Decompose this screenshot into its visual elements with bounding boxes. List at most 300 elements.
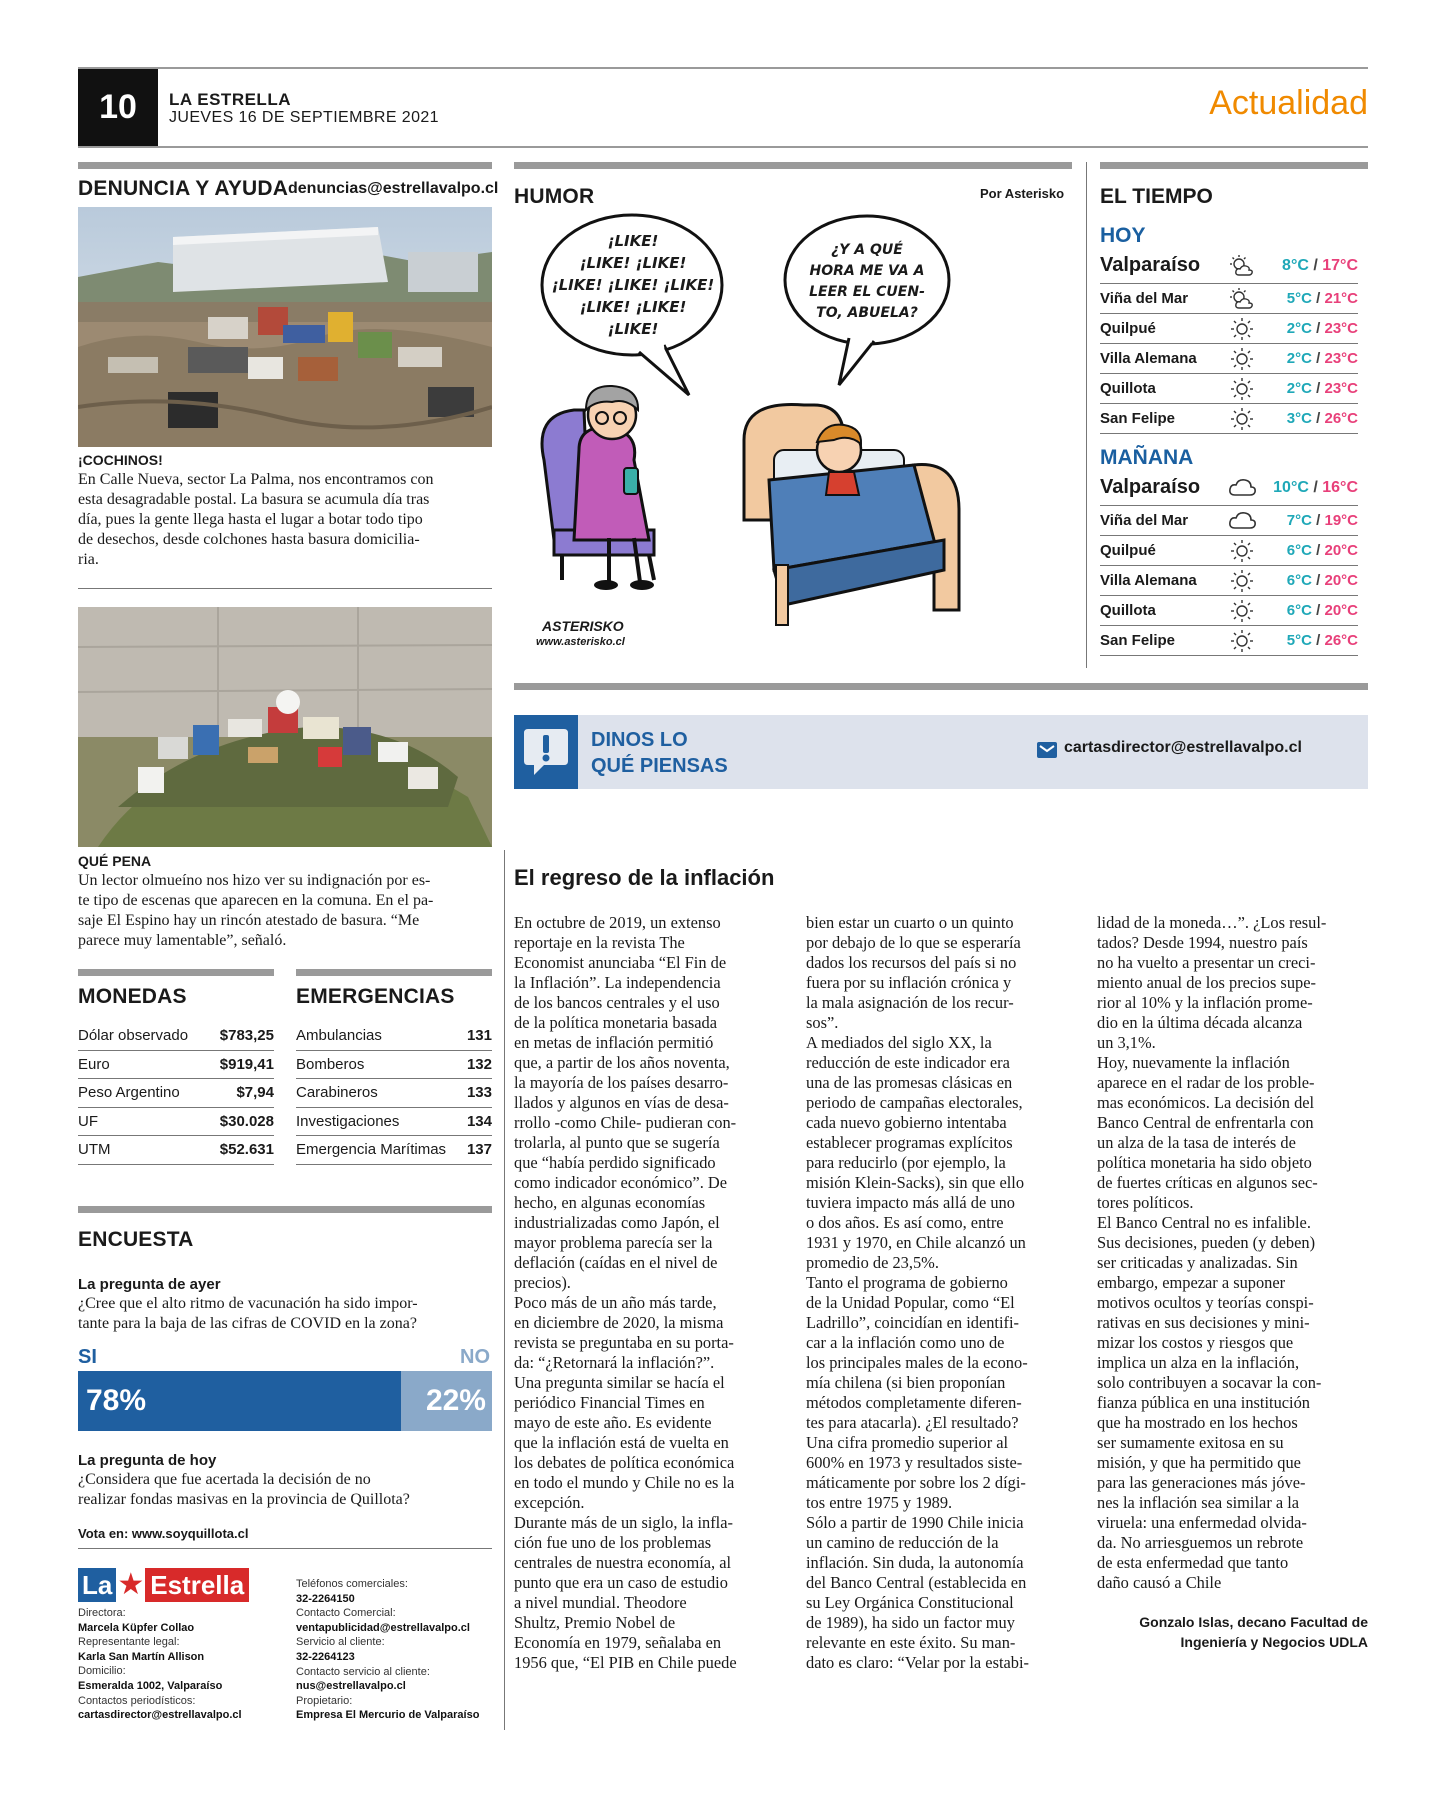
article-line: miento anual de los precios supe-	[1097, 973, 1316, 992]
article-line: un camino de reducción de la	[806, 1533, 999, 1552]
article-line: Hoy, nuevamente la inflación	[1097, 1053, 1290, 1072]
sun-icon	[1220, 406, 1264, 432]
banner-title-line: DINOS LO	[591, 729, 688, 751]
credit-value: Marcela Küpfer Collao	[78, 1621, 195, 1634]
article-line: ser criticadas y analizadas. Sin	[1097, 1253, 1298, 1272]
temp-min: 10°C	[1273, 478, 1309, 496]
weather-temps	[1282, 257, 1358, 275]
star-icon: ★	[117, 1568, 145, 1601]
weather-temps	[1287, 512, 1358, 529]
article-line: industrializadas como Japón, el	[514, 1213, 720, 1232]
caption-line: saje El Espino hay un rincón atestado de basura. “Me	[78, 912, 420, 929]
cloud-icon	[1220, 475, 1264, 501]
temp-max: 21°C	[1324, 290, 1358, 307]
article-line: solo contribuyen a socavar la con-	[1097, 1373, 1322, 1392]
article-line: rrollo -como Chile- pudieran con-	[514, 1113, 737, 1132]
service-phone[interactable]: 132	[466, 1055, 492, 1073]
caption-line: Un lector olmueíno nos hizo ver su indignación por es-	[78, 872, 431, 889]
article-line: dio en la última década alcanza	[1097, 1013, 1303, 1032]
emergencias-table	[296, 1022, 492, 1165]
article-line: la mayoría de los países desarro-	[514, 1073, 729, 1092]
temp-max: 26°C	[1324, 632, 1358, 649]
article-line: mayo de este año. Es evidente	[514, 1413, 712, 1432]
section-bar	[78, 162, 492, 169]
poll-no-segment: 22%	[401, 1371, 492, 1431]
weather-temps	[1287, 380, 1358, 397]
partly-sunny-icon	[1220, 253, 1264, 279]
article-line: A mediados del siglo XX, la	[806, 1033, 992, 1052]
weather-tomorrow-label: MAÑANA	[1100, 446, 1194, 469]
credit-value: Empresa El Mercurio de Valparaíso	[296, 1709, 480, 1722]
temp-separator: /	[1311, 380, 1325, 397]
service-phone[interactable]: 137	[466, 1141, 492, 1159]
temp-min: 5°C	[1286, 632, 1312, 649]
temp-min: 2°C	[1286, 350, 1312, 367]
article-line: de los bancos centrales y el uso	[514, 993, 720, 1012]
article-line: aparece en el radar de los proble-	[1097, 1073, 1315, 1092]
service-name: Ambulancias	[296, 1027, 382, 1045]
temp-min: 2°C	[1286, 380, 1312, 397]
article-line: Una pregunta similar se hacía el	[514, 1373, 725, 1392]
article-line: 1956 que, “El PIB en Chile puede	[514, 1653, 737, 1672]
weather-temps	[1287, 290, 1358, 307]
article-line: En octubre de 2019, un extenso	[514, 913, 721, 932]
weather-row	[1100, 284, 1358, 314]
temp-min: 5°C	[1286, 290, 1312, 307]
article-line: precios).	[514, 1273, 571, 1292]
article-line: Durante más de un siglo, la infla-	[514, 1513, 733, 1532]
article-title: El regreso de la inflación	[514, 865, 775, 890]
weather-temps	[1287, 410, 1358, 427]
estrella-logo	[78, 1568, 273, 1602]
article-line: por debajo de lo que se esperaría	[806, 933, 1021, 952]
article-line: hecho, en algunas economías	[514, 1193, 706, 1212]
weather-temps	[1287, 602, 1358, 619]
temp-max: 23°C	[1324, 320, 1358, 337]
article-line: Ladrillo”, coincidían en identifi-	[806, 1313, 1019, 1332]
poll-today-question	[78, 1470, 498, 1510]
weather-temps	[1273, 479, 1358, 497]
article-line: lidad de la moneda…”. ¿Los resul-	[1097, 913, 1327, 932]
credit-label: Contacto Comercial:	[296, 1607, 396, 1620]
weather-city: Quillota	[1100, 602, 1156, 619]
table-row	[78, 1051, 274, 1080]
credit-label: Servicio al cliente:	[296, 1636, 385, 1649]
currency-value: $783,25	[219, 1027, 274, 1045]
credit-value: 32-2264123	[296, 1650, 355, 1663]
article-line: los debates de política económica	[514, 1453, 735, 1472]
credit-value[interactable]: cartasdirector@estrellavalpo.cl	[78, 1709, 242, 1722]
article-line: como indicador económico”. De	[514, 1173, 727, 1192]
article-line: Sólo a partir de 1990 Chile inicia	[806, 1513, 1024, 1532]
weather-temps	[1287, 350, 1358, 367]
article-line: mas económicos. La decisión del	[1097, 1093, 1315, 1112]
poll-vote-link[interactable]: Vota en: www.soyquillota.cl	[78, 1526, 249, 1541]
section-name: Actualidad	[1209, 84, 1368, 122]
temp-min: 7°C	[1286, 512, 1312, 529]
article-line: dados los recursos del país si no	[806, 953, 1017, 972]
emergencias-title: EMERGENCIAS	[296, 985, 455, 1008]
article-line: Shultz, Premio Nobel de	[514, 1613, 676, 1632]
cloud-icon	[1220, 508, 1264, 534]
service-name: Emergencia Marítimas	[296, 1141, 447, 1159]
sun-icon	[1220, 628, 1264, 654]
article-line: que ha mostrado en los hechos	[1097, 1413, 1298, 1432]
article-line: 1931 y 1970, en Chile alcanzó un	[806, 1233, 1026, 1252]
page-number: 10	[78, 69, 158, 146]
section-bar	[78, 969, 274, 976]
article-line: dato es claro: “Velar por la estabi-	[806, 1653, 1029, 1672]
credit-label: Contacto servicio al cliente:	[296, 1665, 430, 1678]
cartoon-site[interactable]: www.asterisko.cl	[536, 636, 625, 648]
column-rule	[504, 850, 505, 1730]
weather-row	[1100, 314, 1358, 344]
temp-min: 6°C	[1286, 542, 1312, 559]
humor-title: HUMOR	[514, 185, 595, 208]
section-bar	[296, 969, 492, 976]
weather-temps	[1287, 632, 1358, 649]
currency-name: UTM	[78, 1141, 111, 1159]
humor-cartoon	[514, 210, 1072, 670]
article-line: mizar los costos y riesgos que	[1097, 1333, 1294, 1352]
article-line: tos entre 1975 y 1989.	[806, 1493, 953, 1512]
table-row	[78, 1022, 274, 1051]
poll-result-bar	[78, 1371, 492, 1431]
poll-yes-label: SI	[78, 1346, 97, 1368]
credit-label: Propietario:	[296, 1694, 353, 1707]
bubble-line: ¿Y A QUÉ	[831, 242, 903, 258]
article-line: Economía en 1979, señalaba en	[514, 1633, 722, 1652]
temp-min: 3°C	[1286, 410, 1312, 427]
service-phone[interactable]: 134	[466, 1112, 492, 1130]
article-line: 600% en 1973 y resultados siste-	[806, 1453, 1023, 1472]
article-line: la mala asignación de los recur-	[806, 993, 1014, 1012]
article-line: establecer programas explícitos	[806, 1133, 1013, 1152]
divider	[78, 588, 492, 589]
credit-value: 32-2264150	[296, 1592, 355, 1605]
temp-separator: /	[1311, 602, 1325, 619]
article-line: ser sumamente exitosa en su	[1097, 1433, 1284, 1452]
weather-temps	[1287, 320, 1358, 337]
caption-line: esta desagradable postal. La basura se acumula día tras	[78, 491, 430, 508]
article-line: El Banco Central no es infalible.	[1097, 1213, 1311, 1232]
bubble-line: HORA ME VA A	[809, 263, 925, 279]
weather-city: Villa Alemana	[1100, 350, 1197, 367]
denuncia-title: DENUNCIA Y AYUDA	[78, 177, 289, 200]
currency-name: Dólar observado	[78, 1027, 189, 1045]
byline-line: Ingeniería y Negocios UDLA	[1180, 1634, 1368, 1650]
article-line: trolarla, al punto que se sugería	[514, 1133, 720, 1152]
letters-email[interactable]: cartasdirector@estrellavalpo.cl	[1064, 739, 1302, 756]
partly-sunny-icon	[1220, 286, 1264, 312]
temp-min: 8°C	[1282, 256, 1309, 274]
poll-today-label: La pregunta de hoy	[78, 1452, 217, 1469]
article-line: de la Unidad Popular, como “El	[806, 1293, 1015, 1312]
header-top-rule	[78, 67, 1368, 69]
article-line: en metas de inflación permitió	[514, 1033, 714, 1052]
credit-value[interactable]: ventapublicidad@estrellavalpo.cl	[296, 1621, 470, 1634]
service-phone[interactable]: 131	[466, 1027, 492, 1045]
temp-min: 6°C	[1286, 572, 1312, 589]
sun-icon	[1220, 376, 1264, 402]
poll-no-label: NO	[460, 1346, 490, 1368]
weather-row	[1100, 536, 1358, 566]
weather-row	[1100, 344, 1358, 374]
article-line: Poco más de un año más tarde,	[514, 1293, 717, 1312]
table-row	[78, 1108, 274, 1137]
temp-separator: /	[1311, 512, 1325, 529]
temp-min: 6°C	[1286, 602, 1312, 619]
question-line: ¿Considera que fue acertada la decisión de no	[78, 1471, 371, 1488]
weather-city: Valparaíso	[1100, 476, 1201, 498]
encuesta-title: ENCUESTA	[78, 1228, 194, 1251]
bubble-right-text	[792, 240, 942, 324]
banner-title-line: QUÉ PIENSAS	[591, 755, 728, 777]
weather-city: San Felipe	[1100, 410, 1176, 427]
article-line: centrales de nuestra economía, al	[514, 1553, 732, 1572]
article-line: para las generaciones más jóve-	[1097, 1473, 1306, 1492]
article-line: sos”.	[806, 1013, 839, 1032]
article-line: no ha vuelto a presentar un creci-	[1097, 953, 1316, 972]
article-line: o dos años. Es así como, entre	[806, 1213, 1004, 1232]
temp-separator: /	[1311, 632, 1325, 649]
article-line: viruela: una enfermedad olvida-	[1097, 1513, 1307, 1532]
article-byline	[1098, 1612, 1368, 1652]
article-line: tores políticos.	[1097, 1193, 1194, 1212]
weather-row	[1100, 566, 1358, 596]
temp-max: 17°C	[1322, 256, 1358, 274]
temp-separator: /	[1308, 256, 1323, 274]
article-line: del Banco Central (establecida en	[806, 1573, 1027, 1592]
article-column-2	[806, 913, 1072, 1673]
article-line: Sus decisiones, pueden (y deben)	[1097, 1233, 1316, 1252]
logo-estrella: Estrella	[145, 1568, 249, 1602]
article-line: rativas en sus decisiones y mini-	[1097, 1313, 1310, 1332]
credit-label: Domicilio:	[78, 1665, 126, 1678]
article-line: la Inflación”. La independencia	[514, 973, 721, 992]
table-row	[296, 1051, 492, 1080]
caption-line: ria.	[78, 551, 99, 568]
article-line: fuera por su inflación crónica y	[806, 973, 1012, 992]
article-line: Banco Central de enfrentarla con	[1097, 1113, 1314, 1132]
article-line: mayor problema parecía ser la	[514, 1233, 713, 1252]
byline-line: Gonzalo Islas, decano Facultad de	[1139, 1614, 1368, 1630]
service-phone[interactable]: 133	[466, 1084, 492, 1102]
article-line: de 1989), ha sido un factor muy	[806, 1613, 1015, 1632]
photo-garbage-la-palma	[78, 207, 492, 447]
article-line: inflación. Sin duda, la autonomía	[806, 1553, 1024, 1572]
question-line: tante para la baja de las cifras de COVID en la zona?	[78, 1315, 417, 1332]
article-line: misión Klein-Sacks), sin que ello	[806, 1173, 1025, 1192]
temp-separator: /	[1311, 410, 1325, 427]
article-line: máticamente por sobre los 2 dígi-	[806, 1473, 1026, 1492]
weather-city: San Felipe	[1100, 632, 1176, 649]
caption-line: día, pues la gente llega hasta el lugar a botar todo tipo	[78, 511, 423, 528]
article-line: un 3,1%.	[1097, 1033, 1156, 1052]
article-line: reportaje en la revista The	[514, 933, 685, 952]
currency-value: $7,94	[236, 1084, 274, 1102]
letters-banner-title	[591, 727, 728, 779]
article-line: fianza pública en una institución	[1097, 1393, 1311, 1412]
article-line: punto que era un caso de estudio	[514, 1573, 728, 1592]
question-line: ¿Cree que el alto ritmo de vacunación ha sido impor-	[78, 1295, 418, 1312]
weather-row	[1100, 506, 1358, 536]
sun-icon	[1220, 538, 1264, 564]
weather-temps	[1287, 542, 1358, 559]
weather-row	[1100, 404, 1358, 434]
article-line: deflación (caídas en el nivel de	[514, 1253, 718, 1272]
article-line: Una cifra promedio superior al	[806, 1433, 1009, 1452]
newspaper-name: LA ESTRELLA	[169, 90, 291, 109]
weather-row	[1100, 470, 1358, 506]
article-line: métodos completamente diferen-	[806, 1393, 1022, 1412]
credit-value[interactable]: nus@estrellavalpo.cl	[296, 1680, 406, 1693]
credit-label: Teléfonos comerciales:	[296, 1578, 408, 1590]
credit-value: Karla San Martín Allison	[78, 1650, 205, 1663]
article-line: de esta enfermedad que tanto	[1097, 1553, 1289, 1572]
weather-city: Viña del Mar	[1100, 512, 1189, 529]
article-line: periódico Financial Times en	[514, 1393, 705, 1412]
article-line: a nivel mundial. Theodore	[514, 1593, 687, 1612]
temp-max: 20°C	[1324, 572, 1358, 589]
caption-text-que-pena	[78, 871, 498, 951]
temp-separator: /	[1311, 572, 1325, 589]
weather-row	[1100, 596, 1358, 626]
temp-min: 2°C	[1286, 320, 1312, 337]
denuncia-email[interactable]: denuncias@estrellavalpo.cl	[288, 180, 499, 197]
article-line: embargo, empezar a suponer	[1097, 1273, 1286, 1292]
caption-line: de desechos, desde colchones hasta basura domicilia-	[78, 531, 420, 548]
caption-line: En Calle Nueva, sector La Palma, nos encontramos con	[78, 471, 434, 488]
weather-city: Viña del Mar	[1100, 290, 1189, 307]
article-line: de fuertes críticas en algunos sec-	[1097, 1173, 1318, 1192]
weather-city: Quilpué	[1100, 320, 1156, 337]
temp-max: 20°C	[1324, 602, 1358, 619]
article-line: periodo de campañas electorales,	[806, 1093, 1023, 1112]
weather-row	[1100, 248, 1358, 284]
weather-city: Valparaíso	[1100, 254, 1201, 276]
article-line: para reducirlo (por ejemplo, la	[806, 1153, 1006, 1172]
bubble-line: ¡LIKE! ¡LIKE! ¡LIKE!	[551, 276, 715, 294]
table-row	[296, 1108, 492, 1137]
weather-today-label: HOY	[1100, 224, 1146, 247]
poll-yes-segment: 78%	[78, 1371, 401, 1431]
issue-date: JUEVES 16 DE SEPTIEMBRE 2021	[169, 109, 439, 126]
article-column-3	[1097, 913, 1363, 1593]
weather-row	[1100, 626, 1358, 656]
temp-max: 26°C	[1324, 410, 1358, 427]
caption-line: te tipo de escenas que aparecen en la comuna. En el pa-	[78, 892, 434, 909]
bubble-line: ¡LIKE!	[607, 232, 659, 250]
article-line: daño causó a Chile	[1097, 1573, 1222, 1592]
header-bottom-rule	[78, 146, 1368, 148]
weather-temps	[1287, 572, 1358, 589]
temp-separator: /	[1311, 542, 1325, 559]
currency-name: Euro	[78, 1055, 110, 1073]
section-bar	[514, 683, 1368, 690]
service-name: Carabineros	[296, 1084, 378, 1102]
article-line: da: “¿Retornará la inflación?”.	[514, 1353, 715, 1372]
weather-city: Quillota	[1100, 380, 1156, 397]
article-line: tados? Desde 1994, nuestro país	[1097, 933, 1308, 952]
weather-row	[1100, 374, 1358, 404]
article-line: reducción de este indicador era	[806, 1053, 1010, 1072]
currency-value: $30.028	[219, 1112, 274, 1130]
table-row	[296, 1136, 492, 1165]
article-line: promedio de 23,5%.	[806, 1253, 939, 1272]
credits-right	[296, 1577, 479, 1723]
service-name: Bomberos	[296, 1055, 365, 1073]
article-line: que “había perdido significado	[514, 1153, 716, 1172]
exclamation-icon	[514, 715, 578, 789]
article-line: ción fue uno de los problemas	[514, 1533, 712, 1552]
article-line: de la política monetaria basada	[514, 1013, 717, 1032]
sun-icon	[1220, 316, 1264, 342]
bubble-line: TO, ABUELA?	[816, 305, 918, 321]
currency-value: $919,41	[219, 1055, 274, 1073]
temp-separator: /	[1311, 290, 1325, 307]
article-line: relevante en este éxito. Su man-	[806, 1633, 1016, 1652]
poll-yesterday-label: La pregunta de ayer	[78, 1276, 221, 1293]
table-row	[296, 1022, 492, 1051]
article-line: un alza de la tasa de interés de	[1097, 1133, 1296, 1152]
credits-left	[78, 1606, 242, 1723]
bubble-left-text	[549, 230, 717, 340]
currency-value: $52.631	[219, 1141, 274, 1159]
table-row	[78, 1136, 274, 1165]
caption-head-que-pena: QUÉ PENA	[78, 853, 152, 869]
weather-city: Villa Alemana	[1100, 572, 1197, 589]
mail-icon	[1037, 742, 1057, 758]
currency-name: UF	[78, 1112, 98, 1130]
article-line: que la inflación está de vuelta en	[514, 1433, 729, 1452]
article-line: implica un alza en la inflación,	[1097, 1353, 1300, 1372]
caption-line: parece muy lamentable”, señaló.	[78, 932, 287, 949]
temp-separator: /	[1311, 350, 1325, 367]
sun-icon	[1220, 598, 1264, 624]
monedas-table	[78, 1022, 274, 1165]
article-line: una de las promesas clásicas en	[806, 1073, 1013, 1092]
currency-name: Peso Argentino	[78, 1084, 180, 1102]
article-line: da. No arriesguemos un rebrote	[1097, 1533, 1304, 1552]
article-line: rior al 10% y la inflación prome-	[1097, 993, 1313, 1012]
caption-text-cochinos	[78, 470, 498, 570]
divider	[78, 1548, 492, 1549]
caption-head-cochinos: ¡COCHINOS!	[78, 452, 163, 468]
article-line: nes la inflación sea similar a la	[1097, 1493, 1300, 1512]
article-line: excepción.	[514, 1493, 585, 1512]
table-row	[78, 1079, 274, 1108]
article-line: cada nuevo gobierno intentaba	[806, 1113, 1007, 1132]
poll-yesterday-question	[78, 1294, 498, 1334]
credit-label: Directora:	[78, 1607, 126, 1619]
temp-separator: /	[1311, 320, 1325, 337]
service-name: Investigaciones	[296, 1112, 400, 1130]
section-bar	[1100, 162, 1368, 169]
temp-max: 16°C	[1322, 478, 1358, 496]
article-line: Tanto el programa de gobierno	[806, 1273, 1008, 1292]
article-line: los principales males de la econo-	[806, 1353, 1028, 1372]
logo-la: La	[78, 1568, 116, 1602]
table-row	[296, 1079, 492, 1108]
humor-author: Por Asterisko	[980, 186, 1065, 201]
bubble-line: ¡LIKE!	[607, 320, 659, 338]
bubble-line: ¡LIKE! ¡LIKE!	[579, 298, 687, 316]
article-line: tuviera impacto más allá de uno	[806, 1193, 1015, 1212]
monedas-title: MONEDAS	[78, 985, 187, 1008]
article-line: misión, y que ha permitido que	[1097, 1453, 1301, 1472]
sun-icon	[1220, 568, 1264, 594]
